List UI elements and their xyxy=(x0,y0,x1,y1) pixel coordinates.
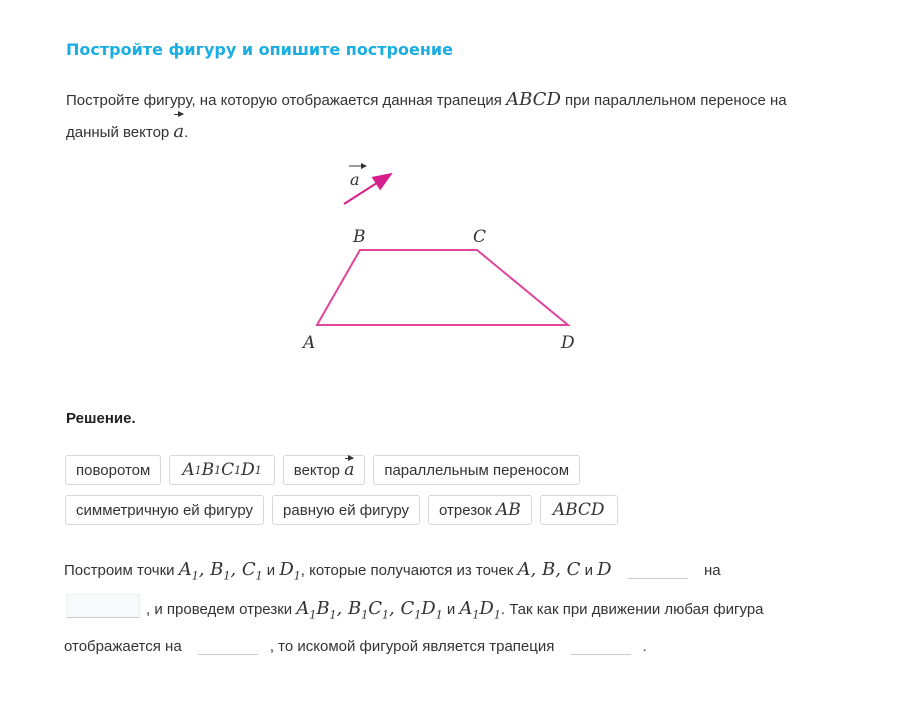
task-trapezoid-name: ABCD xyxy=(506,89,561,110)
option-segment-prefix: отрезок xyxy=(439,501,492,519)
vector-label-arrow xyxy=(349,163,367,169)
solution-paragraph xyxy=(64,554,804,663)
option-vector-name: a xyxy=(344,460,355,480)
task-text-1: Постройте фигуру, на которую отображается данная трапеция xyxy=(66,92,502,109)
para-text-8: . Так как при движении любая фигура отображается на xyxy=(64,600,764,656)
vertex-label-a: A xyxy=(303,333,316,353)
vertex-label-b: B xyxy=(353,227,366,247)
para-text-and-3: и xyxy=(446,600,456,618)
option-vector-prefix: вектор xyxy=(293,461,341,479)
answer-blank-2[interactable] xyxy=(66,594,140,618)
solution-heading: Решение. xyxy=(66,410,136,427)
para-text-on: на xyxy=(703,562,721,579)
answer-blank-1[interactable] xyxy=(628,560,688,579)
option-translation-label: параллельным переносом xyxy=(384,461,570,479)
para-text-and-2: и xyxy=(584,562,593,579)
para-text-1: Построим точки xyxy=(64,562,175,579)
option-b1-sub: 1 xyxy=(214,463,222,477)
para-text-10: . xyxy=(642,638,647,656)
para-text-9: , то искомой фигурой является трапеция xyxy=(269,638,555,656)
para-text-3: , которые получаются из точек xyxy=(300,562,514,579)
option-equal-figure[interactable] xyxy=(272,495,420,525)
option-segment-ab[interactable] xyxy=(428,495,532,525)
para-text-and-1: и xyxy=(266,562,276,579)
option-symmetric-figure[interactable] xyxy=(65,495,264,525)
option-a1-sub: 1 xyxy=(194,463,202,477)
answer-options xyxy=(65,455,685,535)
option-vector-a[interactable] xyxy=(283,455,366,485)
vertex-label-c: C xyxy=(473,227,487,247)
task-vector-name: a xyxy=(173,116,184,147)
option-segment-name: AB xyxy=(496,500,521,520)
option-rotation-label: поворотом xyxy=(76,461,151,479)
option-abcd[interactable] xyxy=(540,495,618,525)
para-point-d1: $D_1$ xyxy=(279,559,301,583)
option-translation[interactable] xyxy=(373,455,580,485)
para-point-d: D xyxy=(597,559,612,580)
option-symmetric-label: симметричную ей фигуру xyxy=(76,501,254,519)
option-d1-sub: 1 xyxy=(254,463,262,477)
task-text-2: при параллельном переносе на данный вектор xyxy=(66,92,787,141)
trapezoid-figure xyxy=(290,155,590,360)
task-title: Постройте фигуру и опишите построение xyxy=(66,40,453,59)
option-a1b1c1d1[interactable] xyxy=(169,455,274,485)
para-points-2: A, B, C xyxy=(517,559,581,580)
option-a1-letter: A xyxy=(182,460,195,480)
para-segments: $A_1B_1$, $B_1C_1$, $C_1D_1$ xyxy=(296,597,443,622)
option-b1-letter: B xyxy=(201,460,215,480)
answer-blank-4[interactable] xyxy=(571,636,631,655)
option-rotation[interactable] xyxy=(65,455,161,485)
answer-options-row-2 xyxy=(65,495,685,525)
para-segment-a1d1: $A_1D_1$ xyxy=(459,597,501,622)
trapezoid-abcd xyxy=(317,250,568,325)
answer-options-row-1 xyxy=(65,455,685,485)
para-text-6: , и проведем отрезки xyxy=(146,600,293,618)
para-points-1: $A_1$, $B_1$, $C_1$ xyxy=(178,559,263,583)
option-abcd-label: ABCD xyxy=(552,500,605,520)
option-d1-letter: D xyxy=(241,460,255,480)
option-c1-sub: 1 xyxy=(234,463,242,477)
answer-blank-3[interactable] xyxy=(198,636,258,655)
vertex-label-d: D xyxy=(561,333,575,353)
task-statement: Постройте фигуру, на которую отображается данная трапеция ABCD при параллельном переносе на данный вектор a. xyxy=(66,84,826,148)
vector-label: a xyxy=(350,170,360,189)
option-c1-letter: C xyxy=(221,460,235,480)
option-equal-label: равную ей фигуру xyxy=(283,501,409,519)
